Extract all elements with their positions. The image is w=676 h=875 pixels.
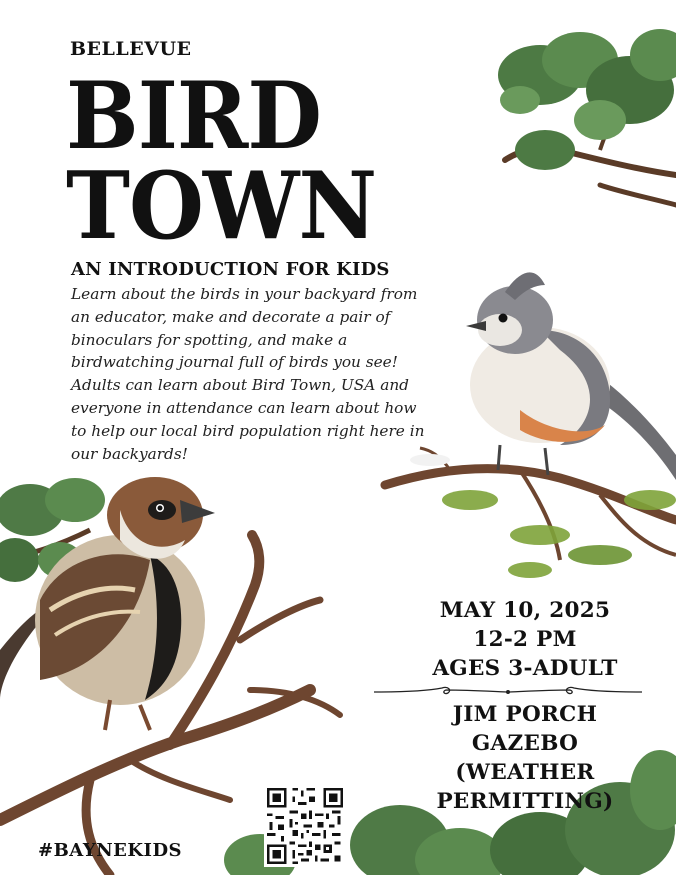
titmouse-bird (466, 272, 676, 480)
ornament-divider (372, 680, 644, 700)
location-line: GAZEBO (471, 731, 579, 756)
titmouse-branch (385, 448, 676, 578)
description-line: an educator, make and decorate a pair of (71, 307, 391, 326)
pine-branch-top-right (498, 29, 676, 205)
location-line: JIM PORCH (452, 702, 598, 727)
event-details (380, 596, 670, 683)
title-line-2: TOWN (66, 151, 377, 261)
title-line-1: BIRD (66, 61, 321, 171)
description-line: our backyards! (71, 444, 188, 463)
description-line: Learn about the birds in your backyard from (71, 285, 418, 303)
description (71, 283, 456, 465)
description-line: to help our local bird population right here in (71, 421, 425, 440)
prehead-location: BELLEVUE (70, 38, 192, 60)
description-line: everyone in attendance can learn about how (71, 398, 417, 417)
event-time: 12-2 PM (473, 627, 577, 652)
location-line: (WEATHER (455, 760, 595, 785)
event-ages: AGES 3-ADULT (432, 656, 618, 681)
description-line: Adults can learn about Bird Town, USA and (71, 376, 409, 395)
event-location (380, 700, 670, 816)
description-line: birdwatching journal full of birds you see! (71, 353, 398, 372)
description-line: binoculars for spotting, and make a (71, 330, 348, 349)
hashtag: #BAYNEKIDS (38, 840, 183, 861)
subheading: AN INTRODUCTION FOR KIDS (71, 259, 390, 280)
event-date: MAY 10, 2025 (439, 598, 611, 623)
qr-code-icon[interactable] (264, 785, 346, 867)
location-line: PERMITTING) (436, 789, 614, 814)
